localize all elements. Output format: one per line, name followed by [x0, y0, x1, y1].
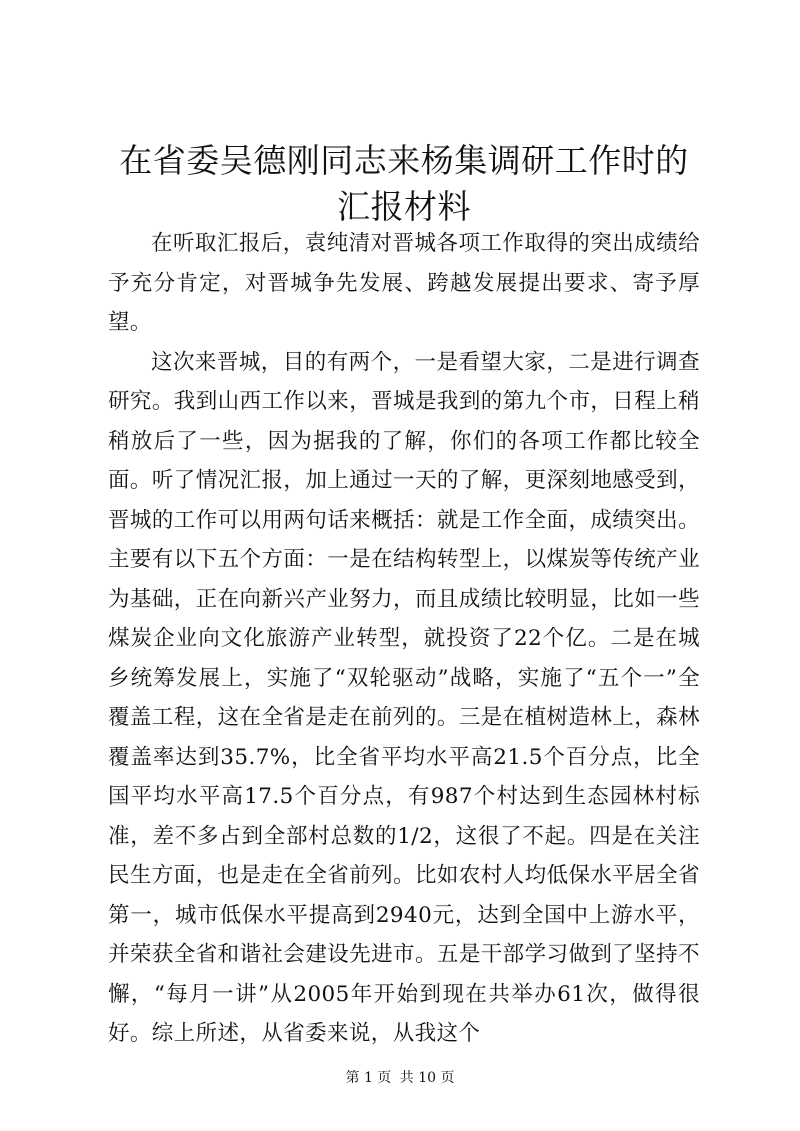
paragraph-2: 这次来晋城，目的有两个，一是看望大家，二是进行调查研究。我到山西工作以来，晋城是我到的第九个市，日程上稍稍放后了一些，因为据我的了解，你们的各项工作都比较全面。听了情况汇报，加上通过一天的了解，更深刻地感受到，晋城的工作可以用两句话来概括：就是工作全面，成绩突出。主要有以下五个方面：一是在结构转型上，以煤炭等传统产业为基础，正在向新兴产业努力，而且成绩比较明显，比如一些煤炭企业向文化旅游产业转型，就投资了22个亿。二是在城乡统筹发展上，实施了“双轮驱动”战略，实施了“五个一”全覆盖工程，这在全省是走在前列的。三是在植树造林上，森林覆盖率达到35.7%，比全省平均水平高21.5个百分点，比全国平均水平高17.5个百分点，有987个村达到生态园林村标准，差不多占到全部村总数的1/2，这很了不起。四是在关注民生方面，也是走在全省前列。比如农村人均低保水平居全省第一，城市低保水平提高到2940元，达到全国中上游水平，并荣获全省和谐社会建设先进市。五是干部学习做到了坚持不懈，“每月一讲”从2005年开始到现在共举办61次，做得很好。综上所述，从省委来说，从我这个 — [108, 349, 700, 1046]
page-footer — [0, 1068, 800, 1088]
paragraph-1: 在听取汇报后，袁纯清对晋城各项工作取得的突出成绩给予充分肯定，对晋城争先发展、跨越发展提出要求、寄予厚望。 — [108, 231, 700, 335]
page-total: 共 10 页 — [399, 1070, 455, 1086]
document-body — [108, 224, 700, 1054]
document-title: 在省委吴德刚同志来杨集调研工作时的汇报材料 — [119, 141, 689, 226]
page-number: 第 1 页 — [345, 1070, 392, 1086]
